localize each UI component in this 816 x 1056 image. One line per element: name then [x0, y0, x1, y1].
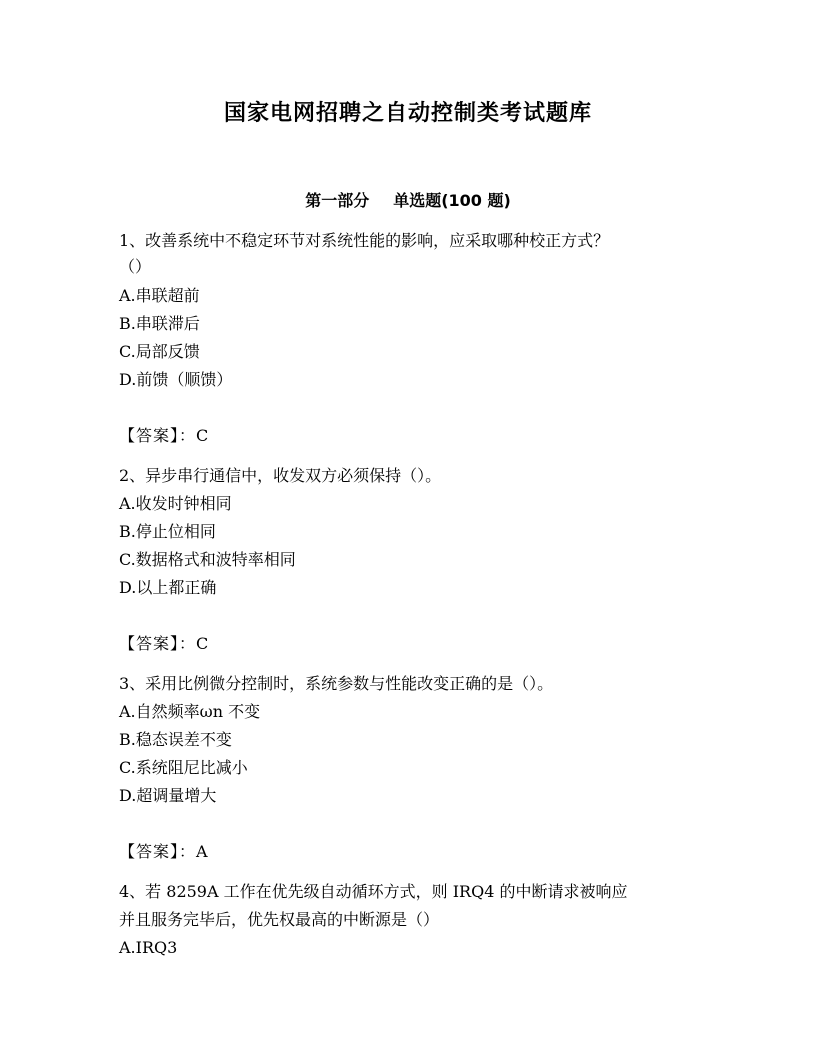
document-title: 国家电网招聘之自动控制类考试题库 [223, 101, 592, 126]
question-stem: 并且服务完毕后，优先权最高的中断源是（） [119, 910, 440, 929]
option-d: D.以上都正确 [119, 578, 217, 597]
question-stem: 2、异步串行通信中，收发双方必须保持（）。 [119, 466, 442, 485]
question-stem: （） [119, 257, 152, 276]
answer-line: 【答案】：A [119, 842, 209, 861]
option-c: C.数据格式和波特率相同 [119, 550, 296, 569]
option-d: D.前馈（顺馈） [119, 370, 233, 389]
option-c: C.系统阻尼比减小 [119, 758, 248, 777]
question-stem: 4、若 8259A 工作在优先级自动循环方式，则 IRQ4 的中断请求被响应 [119, 882, 628, 901]
option-b: B.稳态误差不变 [119, 730, 232, 749]
option-b: B.串联滞后 [119, 314, 200, 333]
option-c: C.局部反馈 [119, 342, 200, 361]
section-heading [0, 188, 816, 211]
section-part: 第一部分 [305, 191, 370, 210]
answer-line: 【答案】：C [119, 634, 210, 653]
question-stem: 3、采用比例微分控制时，系统参数与性能改变正确的是（）。 [119, 674, 554, 693]
option-d: D.超调量增大 [119, 786, 217, 805]
answer-line: 【答案】：C [119, 426, 210, 445]
option-b: B.停止位相同 [119, 522, 216, 541]
option-a: A.IRQ3 [119, 938, 178, 957]
option-a: A.串联超前 [119, 286, 200, 305]
option-a: A.收发时钟相同 [119, 494, 232, 513]
section-name: 单选题(100 题) [393, 191, 511, 210]
question-stem: 1、改善系统中不稳定环节对系统性能的影响，应采取哪种校正方式？ [119, 231, 610, 250]
option-a: A.自然频率ωn 不变 [119, 702, 261, 721]
